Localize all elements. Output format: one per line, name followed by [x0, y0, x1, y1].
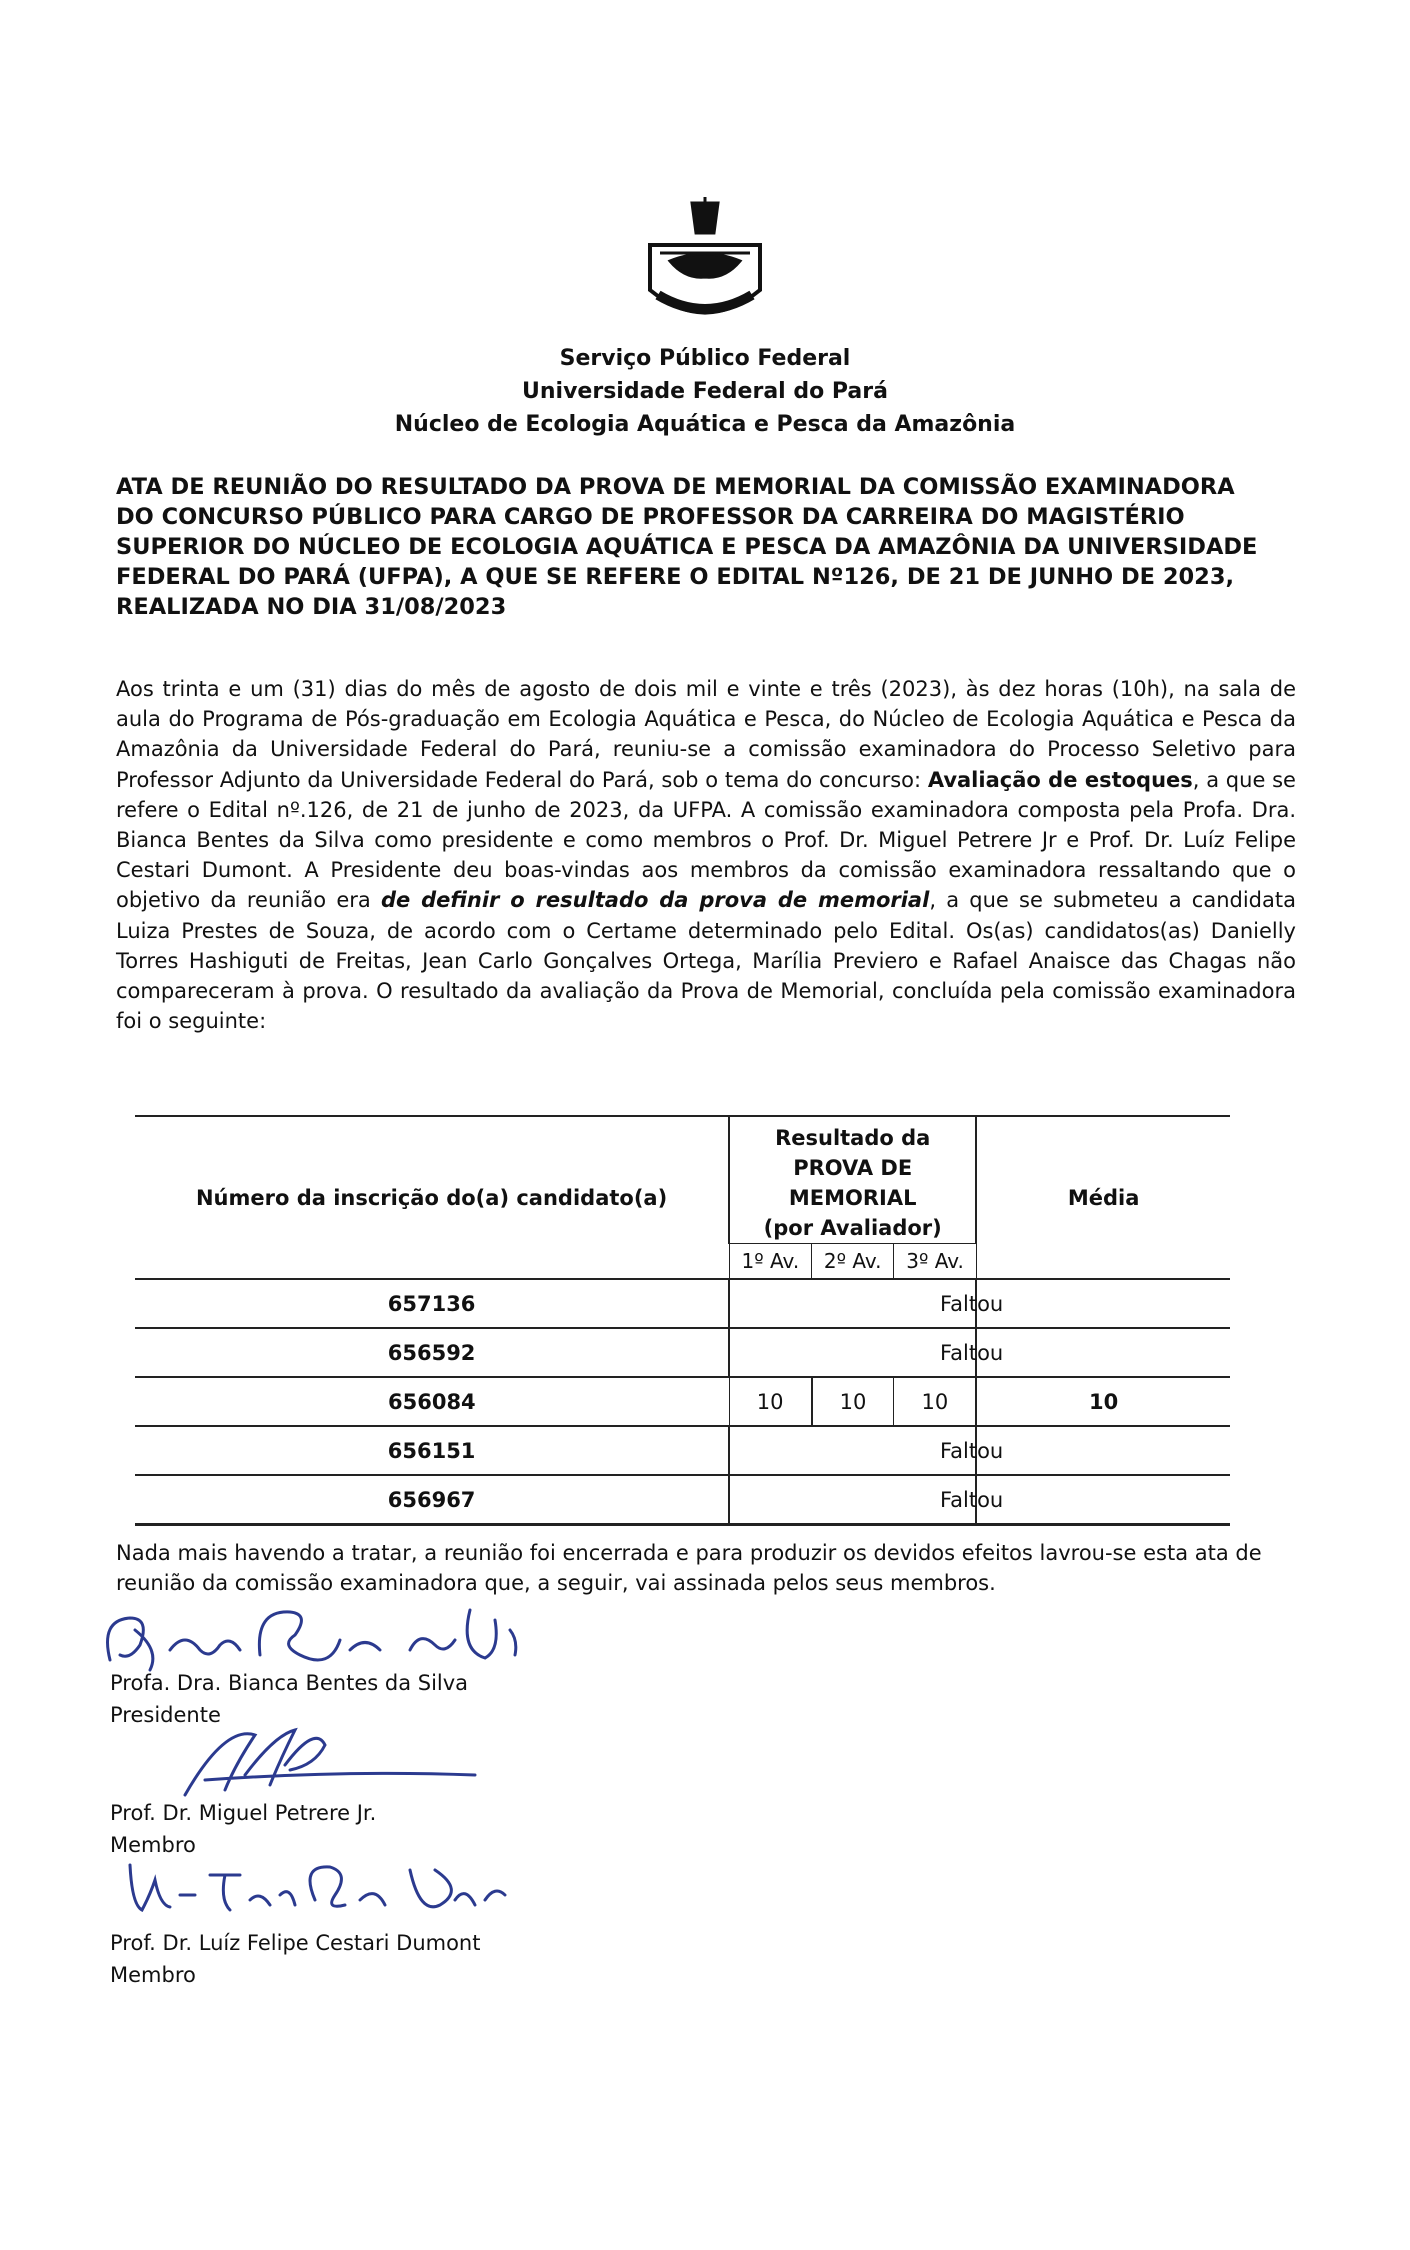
- minutes-body-paragraph: [116, 674, 1296, 1036]
- registration-number: 656967: [135, 1475, 729, 1525]
- title-line: DO CONCURSO PÚBLICO PARA CARGO DE PROFESSOR DA CARREIRA DO MAGISTÉRIO: [116, 504, 1185, 530]
- signatory-role: Presidente: [110, 1703, 221, 1727]
- header-line-service: Serviço Público Federal: [559, 346, 851, 371]
- column-header-result: [729, 1116, 976, 1244]
- average-cell: [976, 1426, 1230, 1475]
- signatory-name: Profa. Dra. Bianca Bentes da Silva: [110, 1671, 469, 1695]
- exam-theme: Avaliação de estoques: [927, 767, 1193, 792]
- title-line: ATA DE REUNIÃO DO RESULTADO DA PROVA DE MEMORIAL DA COMISSÃO EXAMINADORA: [116, 474, 1235, 500]
- table-row: [135, 1377, 1230, 1426]
- results-table: [135, 1115, 1230, 1526]
- signatory-role: Membro: [110, 1833, 196, 1857]
- meeting-objective: de definir o resultado da prova de memorial: [380, 888, 930, 913]
- header-line-nucleus: Núcleo de Ecologia Aquática e Pesca da Amazônia: [394, 412, 1016, 437]
- closing-paragraph: Nada mais havendo a tratar, a reunião foi encerrada e para produzir os devidos efeitos lavrou-se esta ata de reunião da comissão examinadora que, a seguir, vai assinada pelos seus membros.: [116, 1541, 1262, 1595]
- title-line: SUPERIOR DO NÚCLEO DE ECOLOGIA AQUÁTICA E PESCA DA AMAZÔNIA DA UNIVERSIDADE: [116, 534, 1258, 560]
- table-row: [135, 1426, 1230, 1475]
- column-header-average: Média: [976, 1116, 1230, 1279]
- column-header-evaluator-1: 1º Av.: [729, 1244, 811, 1280]
- average-cell: [976, 1328, 1230, 1377]
- table-row: [135, 1328, 1230, 1377]
- status-text: Faltou: [940, 1487, 1004, 1512]
- result-header-line: (por Avaliador): [763, 1216, 942, 1240]
- table-row: [135, 1475, 1230, 1525]
- signatory-block-member-1: [110, 1797, 376, 1861]
- title-line: FEDERAL DO PARÁ (UFPA), A QUE SE REFERE O EDITAL Nº126, DE 21 DE JUNHO DE 2023,: [116, 564, 1235, 590]
- evaluator-2-score: 10: [812, 1377, 894, 1426]
- result-status: [729, 1328, 1004, 1377]
- evaluator-3-score: 10: [894, 1377, 976, 1426]
- signatory-name: Prof. Dr. Miguel Petrere Jr.: [110, 1801, 377, 1825]
- signatory-block-member-2: [110, 1927, 480, 1991]
- column-header-evaluator-2: 2º Av.: [812, 1244, 894, 1280]
- signatory-name: Prof. Dr. Luíz Felipe Cestari Dumont: [110, 1931, 481, 1955]
- result-status: [729, 1279, 1004, 1328]
- result-status: [729, 1475, 1004, 1525]
- result-header-line: Resultado da: [775, 1126, 931, 1150]
- ufpa-seal-logo: [630, 195, 780, 345]
- signatory-block-president: [110, 1667, 468, 1731]
- status-text: Faltou: [940, 1340, 1004, 1365]
- evaluator-1-score: 10: [729, 1377, 811, 1426]
- signature-luiz: [120, 1855, 520, 1930]
- signatory-role: Membro: [110, 1963, 196, 1987]
- institution-header: [0, 342, 1410, 441]
- average-cell: [976, 1279, 1230, 1328]
- body-text-part: , a que se refere o Edital nº.126, de 21 de junho de 2023, da UFPA. A comissão examinadora composta pela Profa. Dra. Bianca Bentes da Silva como presidente e como membros o Prof. Dr. Miguel Petrere Jr e Prof. Dr. Luíz Felipe Cestari Dumont. A Presidente deu boas-vindas aos membros da comissão examinadora ressaltando que o objetivo da reunião era: [116, 767, 1296, 913]
- registration-number: 656592: [135, 1328, 729, 1377]
- table-row: [135, 1279, 1230, 1328]
- status-text: Faltou: [940, 1438, 1004, 1463]
- average-score: 10: [976, 1377, 1230, 1426]
- column-header-registration: Número da inscrição do(a) candidato(a): [135, 1116, 729, 1279]
- column-header-evaluator-3: 3º Av.: [894, 1244, 976, 1280]
- average-cell: [976, 1475, 1230, 1525]
- status-text: Faltou: [940, 1291, 1004, 1316]
- result-status: [729, 1426, 1004, 1475]
- title-line: REALIZADA NO DIA 31/08/2023: [116, 594, 507, 620]
- registration-number: 656151: [135, 1426, 729, 1475]
- registration-number: 657136: [135, 1279, 729, 1328]
- result-header-line: PROVA DE MEMORIAL: [788, 1156, 917, 1210]
- header-line-university: Universidade Federal do Pará: [522, 379, 888, 404]
- body-text-part: , a que se submeteu a candidata Luiza Prestes de Souza, de acordo com o Certame determinado pelo Edital. Os(as) candidatos(as) Danielly Torres Hashiguti de Freitas, Jean Carlo Gonçalves Ortega, Marília Previero e Rafael Anaisce das Chagas não compareceram à prova. O resultado da avaliação da Prova de Memorial, concluída pela comissão examinadora foi o seguinte:: [116, 888, 1296, 1034]
- registration-number: 656084: [135, 1377, 729, 1426]
- document-title: [116, 472, 1296, 622]
- body-text-part: Aos trinta e um (31) dias do mês de agosto de dois mil e vinte e três (2023), às dez horas (10h), na sala de aula do Programa de Pós-graduação em Ecologia Aquática e Pesca, do Núcleo de Ecologia Aquática e Pesca da Amazônia da Universidade Federal do Pará, reuniu-se a comissão examinadora do Processo Seletivo para Professor Adjunto da Universidade Federal do Pará, sob o tema do concurso:: [116, 677, 1296, 792]
